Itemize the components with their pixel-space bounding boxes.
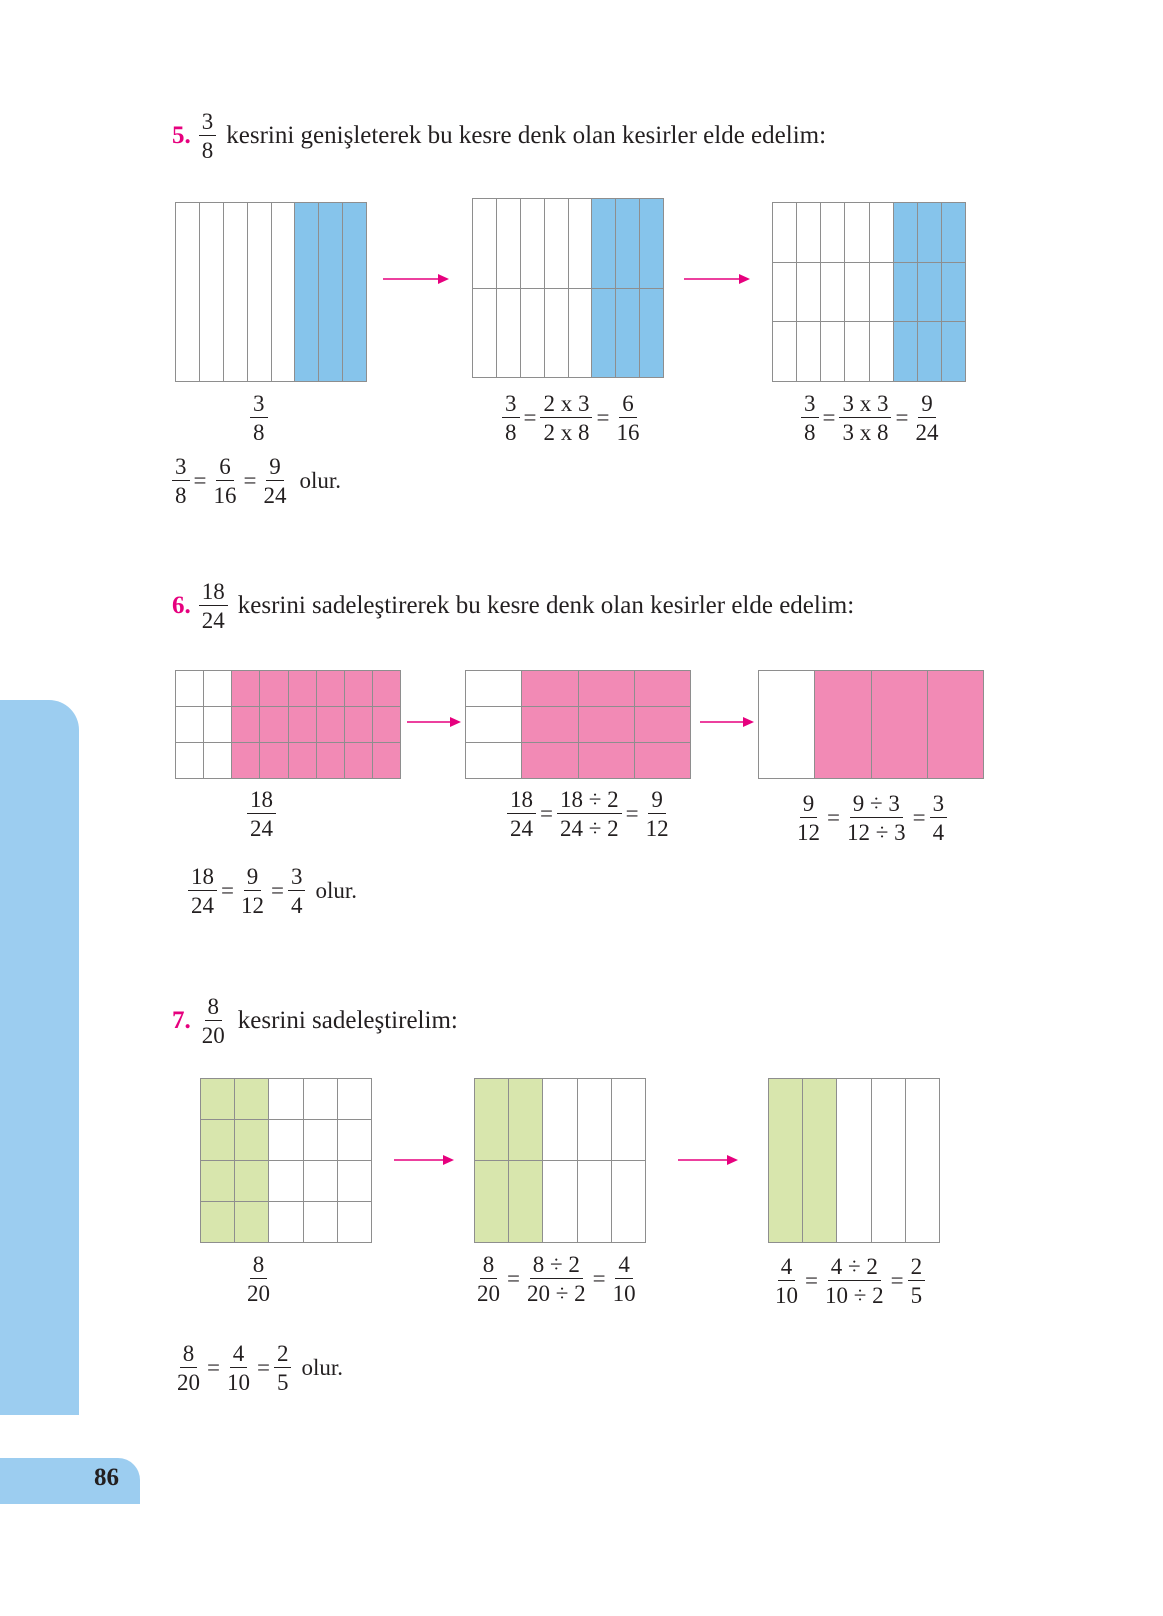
shaded-cell [345, 743, 373, 779]
side-band [0, 700, 79, 1415]
grid-cell [773, 203, 797, 263]
shaded-cell [872, 671, 928, 779]
shaded-cell [635, 743, 691, 779]
fraction: $\frac{3 x 3}{3 x 8}$ [839, 392, 891, 444]
grid-cell [543, 1161, 577, 1243]
equals-sign: = [592, 1266, 606, 1291]
shaded-cell [509, 1079, 543, 1161]
fraction-grid [474, 1078, 646, 1243]
grid-cell [578, 1079, 612, 1161]
grid-cell [797, 203, 821, 263]
shaded-cell [345, 707, 373, 743]
equals-sign: = [625, 801, 639, 826]
summary-tail: olur. [299, 468, 341, 493]
grid-cell [578, 1161, 612, 1243]
fraction: $\frac{3}{8}$ [199, 110, 217, 162]
grid-cell [466, 707, 522, 743]
fraction: $\frac{2}{5}$ [908, 1255, 926, 1307]
shaded-cell [475, 1161, 509, 1243]
fraction: $\frac{6}{16}$ [213, 454, 237, 508]
grid-cell [872, 1079, 906, 1243]
fraction-grid [200, 1078, 372, 1243]
shaded-cell [522, 671, 578, 707]
fraction: $\frac{9}{12}$ [240, 864, 264, 918]
grid-cell [204, 671, 232, 707]
shaded-cell [942, 203, 966, 263]
exercise-number: 6. [172, 592, 191, 619]
grid-cell [269, 1079, 303, 1120]
grid-cell [545, 199, 569, 289]
shaded-cell [894, 322, 918, 382]
shaded-cell [232, 671, 260, 707]
grid-caption [772, 1255, 925, 1307]
equals-sign: = [596, 405, 610, 430]
exercise-6-heading [172, 580, 854, 632]
grid-cell [338, 1161, 372, 1202]
grid-cell [338, 1079, 372, 1120]
grid-cell [612, 1161, 646, 1243]
grid-cell [497, 289, 521, 379]
fraction: $\frac{4 \div 2}{10 \div 2}$ [824, 1254, 884, 1308]
shaded-cell [319, 203, 343, 382]
shaded-cell [579, 671, 635, 707]
fraction-grid [175, 202, 367, 382]
grid-cell [272, 203, 296, 382]
grid-caption [247, 788, 276, 840]
shaded-cell [815, 671, 871, 779]
grid-caption [244, 1253, 273, 1305]
exercise-5-heading [172, 110, 826, 162]
grid-cell [870, 322, 894, 382]
shaded-cell [635, 707, 691, 743]
shaded-cell [201, 1161, 235, 1202]
fraction: $\frac{8}{20}$ [177, 1341, 200, 1395]
fraction: $\frac{18}{24}$ [199, 580, 228, 632]
right-arrow-icon [394, 1153, 454, 1167]
equals-sign: = [243, 468, 257, 493]
shaded-cell [295, 203, 319, 382]
grid-cell [773, 322, 797, 382]
grid-cell [304, 1161, 338, 1202]
equals-sign: = [890, 1268, 904, 1293]
shaded-cell [803, 1079, 837, 1243]
shaded-cell [769, 1079, 803, 1243]
grid-caption [801, 392, 941, 444]
fraction: $\frac{18}{24}$ [507, 788, 536, 840]
shaded-cell [373, 743, 401, 779]
shaded-cell [592, 199, 616, 289]
grid-cell [545, 289, 569, 379]
shaded-cell [894, 263, 918, 323]
fraction: $\frac{3}{8}$ [801, 392, 819, 444]
grid-cell [612, 1079, 646, 1161]
grid-cell [176, 743, 204, 779]
grid-cell [466, 743, 522, 779]
fraction: $\frac{9}{24}$ [263, 454, 287, 508]
shaded-cell [616, 199, 640, 289]
shaded-cell [640, 199, 664, 289]
shaded-cell [289, 671, 317, 707]
summary-tail: olur. [301, 1355, 343, 1380]
shaded-cell [235, 1079, 269, 1120]
shaded-cell [942, 322, 966, 382]
grid-cell [845, 322, 869, 382]
grid-cell [569, 199, 593, 289]
shaded-cell [317, 743, 345, 779]
grid-cell [269, 1202, 303, 1243]
grid-cell [845, 203, 869, 263]
equals-sign: = [912, 805, 926, 830]
right-arrow-icon [684, 272, 750, 286]
shaded-cell [289, 743, 317, 779]
exercise-text: kesrini sadeleştirerek bu kesre denk olan kesirler elde edelim: [237, 592, 855, 619]
grid-cell [569, 289, 593, 379]
fraction: $\frac{3}{8}$ [502, 392, 520, 444]
fraction: $\frac{18}{24}$ [247, 788, 276, 840]
grid-caption [794, 792, 947, 844]
fraction: $\frac{2}{5}$ [274, 1342, 292, 1394]
grid-cell [870, 203, 894, 263]
grid-cell [176, 671, 204, 707]
shaded-cell [289, 707, 317, 743]
shaded-cell [509, 1161, 543, 1243]
shaded-cell [232, 743, 260, 779]
exercise-text: kesrini sadeleştirelim: [237, 1007, 458, 1034]
grid-cell [473, 199, 497, 289]
shaded-cell [894, 203, 918, 263]
shaded-cell [260, 743, 288, 779]
shaded-cell [373, 707, 401, 743]
fraction: $\frac{18}{24}$ [188, 865, 217, 917]
shaded-cell [260, 671, 288, 707]
right-arrow-icon [407, 715, 461, 729]
shaded-cell [201, 1079, 235, 1120]
grid-cell [521, 199, 545, 289]
grid-cell [497, 199, 521, 289]
grid-cell [200, 203, 224, 382]
shaded-cell [579, 743, 635, 779]
fraction-grid [472, 198, 664, 378]
fraction-grid [465, 670, 691, 779]
grid-cell [466, 671, 522, 707]
fraction: $\frac{2 x 3}{2 x 8}$ [540, 392, 592, 444]
shaded-cell [640, 289, 664, 379]
grid-cell [821, 203, 845, 263]
exercise-7-heading [172, 995, 458, 1047]
fraction: $\frac{9}{12}$ [797, 791, 820, 845]
shaded-cell [592, 289, 616, 379]
shaded-cell [343, 203, 367, 382]
summary-equation [188, 865, 357, 917]
grid-cell [821, 263, 845, 323]
shaded-cell [235, 1202, 269, 1243]
grid-cell [304, 1202, 338, 1243]
shaded-cell [918, 263, 942, 323]
grid-cell [759, 671, 815, 779]
fraction: $\frac{9}{12}$ [645, 787, 669, 841]
exercise-number: 7. [172, 1007, 191, 1034]
exercise-text: kesrini genişleterek bu kesre denk olan kesirler elde edelim: [226, 122, 827, 149]
shaded-cell [942, 263, 966, 323]
shaded-cell [522, 707, 578, 743]
grid-cell [204, 707, 232, 743]
grid-cell [338, 1202, 372, 1243]
equals-sign: = [256, 1355, 270, 1380]
fraction-grid [768, 1078, 940, 1243]
grid-cell [821, 322, 845, 382]
fraction: $\frac{8}{20}$ [477, 1252, 500, 1306]
grid-caption [474, 1253, 639, 1305]
shaded-cell [635, 671, 691, 707]
right-arrow-icon [700, 715, 754, 729]
fraction: $\frac{3}{8}$ [172, 455, 190, 507]
grid-cell [204, 743, 232, 779]
shaded-cell [918, 203, 942, 263]
equals-sign: = [827, 805, 840, 830]
grid-cell [269, 1120, 303, 1161]
page-number-tab [0, 1458, 140, 1504]
shaded-cell [201, 1120, 235, 1161]
shaded-cell [918, 322, 942, 382]
shaded-cell [579, 707, 635, 743]
grid-cell [773, 263, 797, 323]
equals-sign: = [207, 1355, 220, 1380]
grid-cell [837, 1079, 871, 1243]
equals-sign: = [822, 405, 836, 430]
grid-caption [502, 392, 642, 444]
shaded-cell [928, 671, 984, 779]
equals-sign: = [507, 1266, 520, 1291]
grid-cell [269, 1161, 303, 1202]
grid-cell [338, 1120, 372, 1161]
shaded-cell [317, 671, 345, 707]
grid-cell [797, 263, 821, 323]
equals-sign: = [523, 405, 537, 430]
grid-cell [176, 707, 204, 743]
equals-sign: = [221, 878, 234, 903]
exercise-number: 5. [172, 122, 191, 149]
fraction: $\frac{4}{10}$ [612, 1252, 636, 1306]
grid-caption [507, 788, 672, 840]
equals-sign: = [895, 405, 909, 430]
right-arrow-icon [678, 1153, 738, 1167]
fraction-grid [175, 670, 401, 779]
equals-sign: = [193, 468, 207, 493]
fraction-grid [758, 670, 984, 779]
grid-caption [250, 392, 268, 444]
summary-equation [172, 455, 341, 507]
fraction: $\frac{3}{4}$ [288, 865, 306, 917]
fraction: $\frac{4}{10}$ [775, 1254, 798, 1308]
fraction: $\frac{18 \div 2}{24 \div 2}$ [557, 788, 622, 840]
shaded-cell [522, 743, 578, 779]
grid-cell [543, 1079, 577, 1161]
grid-cell [224, 203, 248, 382]
shaded-cell [475, 1079, 509, 1161]
equals-sign: = [540, 801, 553, 826]
shaded-cell [345, 671, 373, 707]
fraction: $\frac{8}{20}$ [247, 1252, 270, 1306]
shaded-cell [317, 707, 345, 743]
equals-sign: = [805, 1268, 818, 1293]
fraction: $\frac{8 \div 2}{20 \div 2}$ [526, 1252, 586, 1306]
grid-cell [906, 1079, 940, 1243]
shaded-cell [616, 289, 640, 379]
fraction: $\frac{8}{20}$ [201, 994, 225, 1048]
shaded-cell [260, 707, 288, 743]
grid-cell [304, 1079, 338, 1120]
page-number: 86 [94, 1464, 119, 1491]
fraction: $\frac{9 \div 3}{12 \div 3}$ [846, 791, 906, 845]
grid-cell [797, 322, 821, 382]
summary-equation [174, 1342, 343, 1394]
shaded-cell [235, 1120, 269, 1161]
shaded-cell [373, 671, 401, 707]
summary-tail: olur. [315, 878, 357, 903]
shaded-cell [235, 1161, 269, 1202]
grid-cell [521, 289, 545, 379]
fraction: $\frac{3}{4}$ [930, 792, 948, 844]
fraction: $\frac{6}{16}$ [616, 391, 640, 445]
fraction-grid [772, 202, 966, 382]
fraction: $\frac{3}{8}$ [250, 392, 268, 444]
shaded-cell [232, 707, 260, 743]
equals-sign: = [270, 878, 284, 903]
grid-cell [845, 263, 869, 323]
grid-cell [870, 263, 894, 323]
fraction: $\frac{9}{24}$ [915, 391, 939, 445]
grid-cell [304, 1120, 338, 1161]
shaded-cell [201, 1202, 235, 1243]
fraction: $\frac{4}{10}$ [226, 1341, 250, 1395]
grid-cell [176, 203, 200, 382]
grid-cell [473, 289, 497, 379]
right-arrow-icon [383, 272, 449, 286]
grid-cell [248, 203, 272, 382]
